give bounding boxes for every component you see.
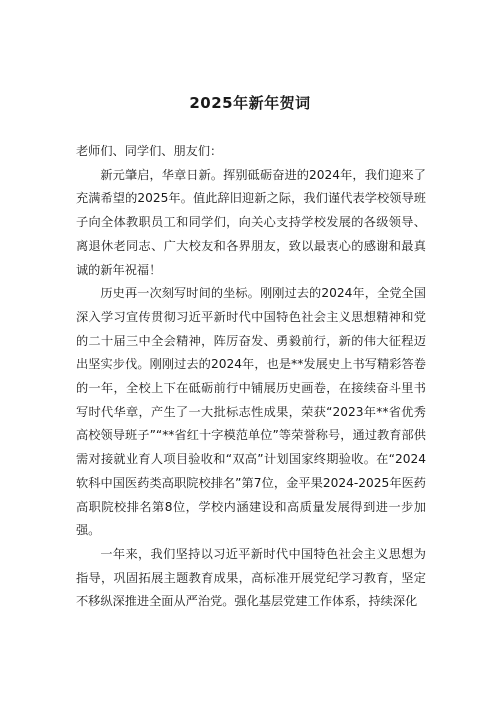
- paragraph-2: 历史再一次刻写时间的坐标。刚刚过去的2024年，全党全国深入学习宣传贯彻习近平新时代中国特色社会主义思想精神和党的二十届三中全会精神，阵厉奋发、勇毅前行，新的伟大征程迈出坚实步伐。刚刚过去的2024年，也是**发展史上书写精彩答卷的一年，全校上下在砥砺前行中铺展历史画卷，在接续奋斗里书写时代华章，产生了一大批标志性成果，荣获“2023年**省优秀高校领导班子”“**省红十字模范单位”等荣誉称号，通过教育部供需对接就业育人项目验收和“双高”计划国家终期验收。在“2024软科中国医药类高职院校排名”第7位，金平果2024-2025年医药高职院校排名第8位，学校内涵建设和高质量发展得到进一步加强。: [76, 286, 426, 538]
- paragraph-3: 一年来，我们坚持以习近平新时代中国特色社会主义思想为指导，巩固拓展主题教育成果，高标准开展党纪学习教育，坚定不移纵深推进全面从严治党。强化基层党建工作体系，持续深化: [76, 546, 426, 609]
- document-title: 2025年新年贺词: [189, 94, 311, 112]
- salutation: 老师们、同学们、朋友们：: [76, 144, 223, 158]
- paragraph-1: 新元肇启，华章日新。挥别砥砺奋进的2024年，我们迎来了充满希望的2025年。值此辞旧迎新之际，我们谨代表学校领导班子向全体教职员工和同学们，向关心支持学校发展的各级领导、离退休老同志、广大校友和各界朋友，致以最衷心的感谢和最真诚的新年祝福！: [76, 167, 426, 277]
- document-body: [76, 140, 426, 614]
